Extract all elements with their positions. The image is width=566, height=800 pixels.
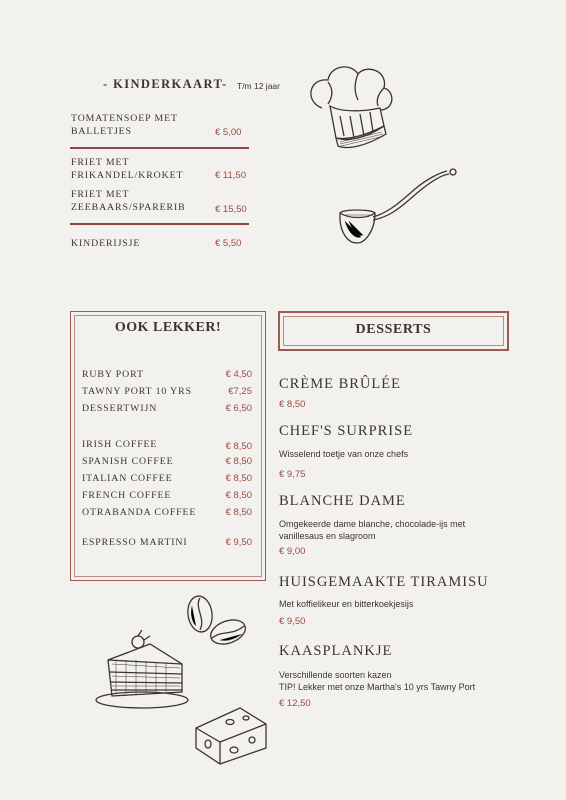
dessert-description: Wisselend toetje van onze chefs xyxy=(279,449,409,459)
drink-item: FRENCH COFFEE xyxy=(82,490,172,501)
drink-item: ESPRESSO MARTINI xyxy=(82,537,188,548)
dessert-price: € 12,50 xyxy=(279,698,311,709)
drink-price: € 8,50 xyxy=(225,490,252,501)
dessert-description-line: vanillesaus en slagroom xyxy=(279,531,376,541)
dessert-name: HUISGEMAAKTE TIRAMISU xyxy=(279,574,489,590)
dessert-price: € 9,75 xyxy=(279,469,306,480)
dessert-description xyxy=(279,518,465,542)
menu-item xyxy=(71,237,140,250)
drink-item: TAWNY PORT 10 YRS xyxy=(82,386,192,397)
menu-item-name: FRIET MET xyxy=(71,157,130,168)
dessert-description: Met koffielikeur en bitterkoekjesijs xyxy=(279,599,414,609)
menu-item-name: ZEEBAARS/SPARERIB xyxy=(71,202,186,213)
menu-item-name: BALLETJES xyxy=(71,126,132,137)
dessert-name: BLANCHE DAME xyxy=(279,493,406,509)
drink-price: € 8,50 xyxy=(225,473,252,484)
desserts-title: DESSERTS xyxy=(355,322,432,337)
drink-item: ITALIAN COFFEE xyxy=(82,473,173,484)
drink-price: € 6,50 xyxy=(225,403,252,414)
menu-item-price: € 11,50 xyxy=(215,170,246,181)
ook-lekker-title: OOK LEKKER! xyxy=(114,320,222,335)
dessert-description-line: Omgekeerde dame blanche, chocolade-ijs met xyxy=(279,519,466,529)
divider xyxy=(70,223,249,225)
drink-item: DESSERTWIJN xyxy=(82,403,158,414)
drink-item: OTRABANDA COFFEE xyxy=(82,507,197,518)
dessert-name: CHEF'S SURPRISE xyxy=(279,423,414,439)
menu-item-name: TOMATENSOEP MET xyxy=(71,113,178,124)
chef-hat-icon xyxy=(300,60,400,160)
drink-price: € 8,50 xyxy=(225,441,252,452)
drink-price: € 8,50 xyxy=(225,456,252,467)
divider xyxy=(70,147,249,149)
menu-item-price: € 5,00 xyxy=(215,127,242,138)
menu-item-name: FRIET MET xyxy=(71,189,130,200)
drink-item: IRISH COFFEE xyxy=(82,439,158,450)
drink-item: RUBY PORT xyxy=(82,369,144,380)
dessert-price: € 9,00 xyxy=(279,546,306,557)
menu-item-name: KINDERIJSJE xyxy=(71,238,141,249)
dessert-name: KAASPLANKJE xyxy=(279,643,393,659)
dessert-price: € 9,50 xyxy=(279,616,306,627)
drink-price: € 4,50 xyxy=(225,369,252,380)
ladle-icon xyxy=(335,165,460,255)
drink-price: € 8,50 xyxy=(225,507,252,518)
menu-item xyxy=(71,112,178,138)
cake-slice-icon xyxy=(92,630,202,715)
drink-price: €7,25 xyxy=(228,386,252,397)
drink-item: SPANISH COFFEE xyxy=(82,456,174,467)
dessert-description-line: TIP! Lekker met onze Martha's 10 yrs Tawny Port xyxy=(279,682,476,692)
menu-item-name: FRIKANDEL/KROKET xyxy=(71,170,184,181)
dessert-name: CRÈME BRÛLÉE xyxy=(279,376,401,392)
kinderkaart-age: T/m 12 jaar xyxy=(237,81,280,91)
cheese-icon xyxy=(190,702,270,768)
menu-item-price: € 5,50 xyxy=(215,238,242,249)
dessert-description xyxy=(279,669,475,693)
dessert-description-line: Verschillende soorten kazen xyxy=(279,670,392,680)
menu-item-price: € 15,50 xyxy=(215,204,247,215)
menu-item xyxy=(71,188,186,214)
menu-item xyxy=(71,156,183,182)
kinderkaart-title: - KINDERKAART- xyxy=(103,77,228,91)
dessert-price: € 8,50 xyxy=(279,399,306,410)
drink-price: € 9,50 xyxy=(225,537,252,548)
